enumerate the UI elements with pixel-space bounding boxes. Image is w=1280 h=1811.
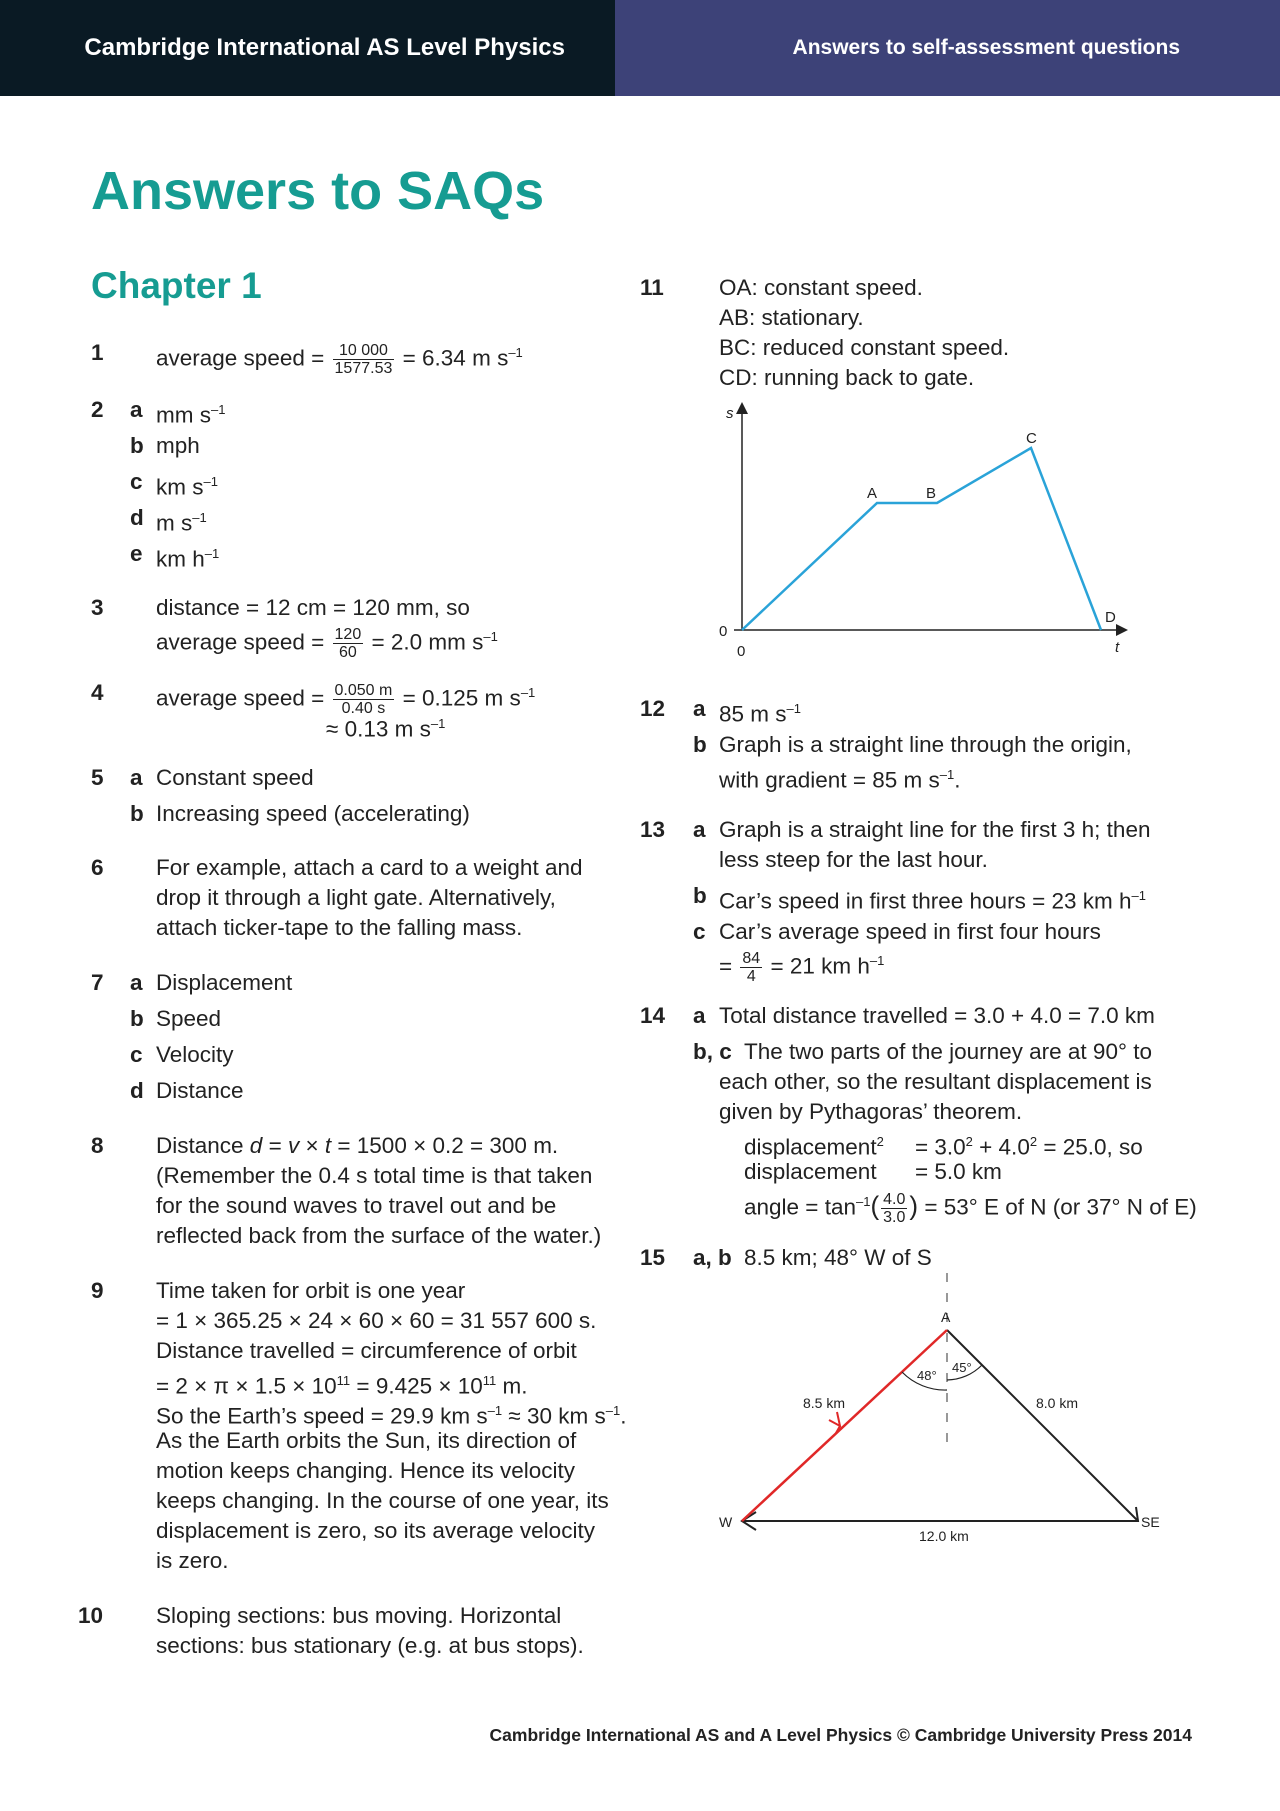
- q14bc-label: b, c: [693, 1039, 732, 1064]
- q7b-label: b: [130, 1006, 144, 1031]
- q11-y-axis-label: s: [726, 405, 734, 422]
- q14a-text: Total distance travelled = 3.0 + 4.0 = 7.0 km: [719, 1003, 1155, 1028]
- q15ab-label: a, b: [693, 1245, 732, 1270]
- q7a-text: Displacement: [156, 970, 293, 995]
- q12a-exp: –1: [786, 701, 801, 716]
- q9-l5e1: –1: [487, 1403, 503, 1418]
- q3-line1: distance = 12 cm = 120 mm, so: [156, 595, 470, 620]
- q8-d: d: [249, 1133, 263, 1158]
- q11-line: BC: reduced constant speed.: [719, 335, 1010, 360]
- q14-number: 14: [640, 1003, 666, 1028]
- q12b-line1: Graph is a straight line through the origin,: [719, 732, 1132, 757]
- q13c-line2: [719, 946, 884, 985]
- q10-line: Sloping sections: bus moving. Horizontal: [156, 1603, 562, 1628]
- q8-eq: =: [262, 1133, 288, 1158]
- q1-post: = 6.34 m s: [402, 345, 509, 371]
- q2-number: 2: [91, 397, 104, 422]
- q9-l5a: So the Earth’s speed = 29.9 km s: [156, 1403, 488, 1429]
- q7b-text: Speed: [156, 1006, 222, 1031]
- q4-exp2: –1: [430, 716, 446, 731]
- q9-number: 9: [91, 1278, 104, 1303]
- q2e-label: e: [130, 541, 143, 566]
- q8-post: = 1500 × 0.2 = 300 m.: [331, 1133, 559, 1158]
- q13b-label: b: [693, 883, 707, 908]
- q13a-line1: Graph is a straight line for the first 3 h; then: [719, 817, 1151, 842]
- q2d-exp: –1: [192, 510, 207, 525]
- q6-line: For example, attach a card to a weight and: [156, 855, 583, 880]
- q11-line: OA: constant speed.: [719, 275, 923, 300]
- q11-point-d: D: [1105, 609, 1116, 626]
- q13c-numerator: 84: [742, 950, 761, 968]
- q2e-exp: –1: [204, 546, 220, 561]
- q8-number: 8: [91, 1133, 104, 1158]
- q11-graph-line: [742, 448, 1101, 630]
- q8-line: for the sound waves to travel out and be: [156, 1193, 557, 1218]
- q12b-end: .: [954, 767, 961, 793]
- q4-exp: –1: [520, 685, 536, 700]
- q7c-text: Velocity: [156, 1042, 234, 1067]
- q14-angle-post: = 53° E of N (or 37° N of E): [924, 1194, 1197, 1220]
- q13c-exp: –1: [869, 953, 885, 968]
- q1-number: 1: [91, 340, 104, 365]
- q10-line: sections: bus stationary (e.g. at bus stops).: [156, 1633, 584, 1658]
- chapter-title: Chapter 1: [91, 265, 262, 306]
- q14-d1e2: 2: [1029, 1134, 1038, 1149]
- q14-disp1: displacement: [744, 1134, 877, 1160]
- q1-denominator: 1577.53: [334, 360, 393, 378]
- q11-line: AB: stationary.: [719, 305, 864, 330]
- q3-post: = 2.0 mm s: [371, 629, 484, 655]
- q15-point-a: A: [941, 1309, 951, 1325]
- q13b-text: [719, 881, 1146, 917]
- q13c-line1: Car’s average speed in first four hours: [719, 919, 1101, 944]
- q9-l5c: .: [620, 1403, 627, 1429]
- q5a-label: a: [130, 765, 143, 790]
- q13b-speed: Car’s speed in first three hours = 23 km h: [719, 888, 1132, 914]
- q6-line: drop it through a light gate. Alternatively,: [156, 885, 556, 910]
- q7c-label: c: [130, 1042, 143, 1067]
- q1-exp: –1: [508, 345, 523, 360]
- q8-line: reflected back from the surface of the water.): [156, 1223, 602, 1248]
- q2c-unit: km s: [156, 474, 204, 500]
- q14-disp1-exp: 2: [876, 1134, 884, 1149]
- q1-numerator: 10 000: [333, 342, 395, 360]
- q2e-unit: km h: [156, 546, 205, 572]
- q14a-label: a: [693, 1003, 706, 1028]
- q4-pre: average speed =: [156, 685, 325, 711]
- q8-times: ×: [299, 1133, 325, 1158]
- q9-line3: Distance travelled = circumference of orbit: [156, 1338, 577, 1363]
- q14-d1e1: 2: [965, 1134, 973, 1149]
- q14-angle-fraction: [881, 1191, 907, 1226]
- q6-number: 6: [91, 855, 104, 880]
- q9-l4e1: 11: [336, 1373, 351, 1388]
- q14-d1b: + 4.0: [972, 1134, 1030, 1160]
- q8-pre: Distance: [156, 1133, 250, 1158]
- q14-angle-pre: angle = tan: [744, 1194, 856, 1220]
- q4-approx: ≈ 0.13 m s: [326, 716, 431, 742]
- q5b-label: b: [130, 801, 144, 826]
- q4-number: 4: [91, 680, 104, 705]
- q8-v: v: [287, 1133, 300, 1158]
- q5a-text: Constant speed: [156, 765, 314, 790]
- q15-resultant-line: [742, 1330, 947, 1521]
- q9-l4c: m.: [496, 1373, 528, 1399]
- page-title: Answers to SAQs: [91, 161, 545, 221]
- q12b-exp: –1: [939, 767, 955, 782]
- q14-angle-denominator: 3.0: [883, 1209, 906, 1227]
- q3-numerator: 120: [334, 626, 362, 644]
- q15-text: 8.5 km; 48° W of S: [744, 1245, 932, 1270]
- q9-line: is zero.: [156, 1548, 229, 1573]
- q4-denominator: 0.40 s: [341, 700, 386, 718]
- q15-angle-left: 48°: [917, 1368, 937, 1383]
- q15-left-side-label: 8.5 km: [803, 1395, 846, 1411]
- q2b-text: mph: [156, 433, 200, 458]
- q11-point-a: A: [867, 485, 878, 502]
- q13a-label: a: [693, 817, 706, 842]
- q2d-unit: m s: [156, 510, 193, 536]
- q12b-gradient: with gradient = 85 m s: [719, 767, 940, 793]
- q3-denominator: 60: [338, 644, 357, 662]
- q9-line1: Time taken for orbit is one year: [156, 1278, 466, 1303]
- q13a-line2: less steep for the last hour.: [719, 847, 988, 872]
- q2a-unit: mm s: [156, 402, 211, 428]
- q1-pre: average speed =: [156, 345, 325, 371]
- q11-point-c: C: [1026, 430, 1037, 447]
- q15-right-side-label: 8.0 km: [1036, 1395, 1079, 1411]
- q9-l4a: = 2 × π × 1.5 × 10: [156, 1373, 337, 1399]
- q15-right-side: [947, 1330, 1138, 1521]
- q7-number: 7: [91, 970, 104, 995]
- q10-number: 10: [78, 1603, 104, 1628]
- q4-post: = 0.125 m s: [402, 685, 521, 711]
- q9-l4b: = 9.425 × 10: [350, 1373, 483, 1399]
- q2a-label: a: [130, 397, 143, 422]
- q2b-label: b: [130, 433, 144, 458]
- q15-number: 15: [640, 1245, 666, 1270]
- q12a-text: [719, 694, 801, 730]
- q13c-denominator: 4: [746, 968, 756, 986]
- q14bc-line1: The two parts of the journey are at 90° to: [744, 1039, 1152, 1064]
- q13c-pre: =: [719, 953, 733, 979]
- q3-number: 3: [91, 595, 104, 620]
- q13-number: 13: [640, 817, 666, 842]
- q14bc-line3: given by Pythagoras’ theorem.: [719, 1099, 1023, 1124]
- q12b-label: b: [693, 732, 707, 757]
- q11-point-b: B: [926, 485, 937, 502]
- q12b-line2: [719, 760, 960, 796]
- q11-line: CD: running back to gate.: [719, 365, 975, 390]
- q14-d1c: = 25.0, so: [1037, 1134, 1143, 1160]
- q7d-label: d: [130, 1078, 144, 1103]
- q7a-label: a: [130, 970, 143, 995]
- q14-disp-label-2: displacement: [744, 1159, 877, 1184]
- q15-point-se: SE: [1141, 1514, 1160, 1530]
- q12-number: 12: [640, 696, 666, 721]
- footer-copyright: Cambridge International AS and A Level Physics © Cambridge University Press 2014: [489, 1725, 1192, 1745]
- q9-l5b: ≈ 30 km s: [502, 1403, 606, 1429]
- q9-l4e2: 11: [482, 1373, 497, 1388]
- q2a-exp: –1: [211, 402, 226, 417]
- q8-t: t: [324, 1133, 332, 1158]
- q12a-label: a: [693, 696, 706, 721]
- q11-origin-x: 0: [737, 643, 746, 660]
- q2d-label: d: [130, 505, 144, 530]
- q12a-unit: 85 m s: [719, 701, 787, 727]
- q15-angle-right: 45°: [952, 1360, 972, 1375]
- q2c-exp: –1: [203, 474, 218, 489]
- q14-d1a: = 3.0: [915, 1134, 966, 1160]
- q14-angle-exp: –1: [855, 1194, 871, 1209]
- q11-origin-y: 0: [719, 623, 728, 640]
- header-book-title: Cambridge International AS Level Physics: [0, 0, 615, 96]
- q11-x-axis-label: t: [1115, 639, 1120, 656]
- q3-pre: average speed =: [156, 629, 325, 655]
- q14bc-line2: each other, so the resultant displacement is: [719, 1069, 1152, 1094]
- q9-line2: = 1 × 365.25 × 24 × 60 × 60 = 31 557 600 s.: [156, 1308, 597, 1333]
- q8-line: (Remember the 0.4 s total time is that taken: [156, 1163, 593, 1188]
- q15-resultant-arrowhead: [829, 1412, 840, 1433]
- q2c-label: c: [130, 469, 143, 494]
- q13c-post: = 21 km h: [770, 953, 870, 979]
- q6-line: attach ticker-tape to the falling mass.: [156, 915, 523, 940]
- q13c-fraction: [740, 950, 762, 985]
- q3-exp: –1: [483, 629, 498, 644]
- q11-number: 11: [640, 275, 664, 300]
- q9-l5e2: –1: [605, 1403, 621, 1418]
- header-section-title: Answers to self-assessment questions: [615, 0, 1280, 96]
- q5-number: 5: [91, 765, 104, 790]
- q14-angle-numerator: 4.0: [883, 1191, 906, 1209]
- q13b-exp: –1: [1131, 888, 1146, 903]
- q5b-text: Increasing speed (accelerating): [156, 801, 470, 826]
- q9-line: keeps changing. In the course of one year, its: [156, 1488, 609, 1513]
- q13c-label: c: [693, 919, 706, 944]
- q14-angle-line: angle = $\tan^{-1}$( $\frac{4.0}{3.0}$ ) = 53° E of N (or 37° N of E): [744, 1190, 1197, 1227]
- q14-disp-value-2: = 5.0 km: [915, 1159, 1002, 1184]
- q4-numerator: 0.050 m: [334, 682, 393, 700]
- q9-line: As the Earth orbits the Sun, its direction of: [156, 1428, 577, 1453]
- q15-point-w: W: [719, 1514, 733, 1530]
- q9-line: displacement is zero, so its average velocity: [156, 1518, 595, 1543]
- q9-line: motion keeps changing. Hence its velocity: [156, 1458, 575, 1483]
- q15-base-label: 12.0 km: [919, 1528, 969, 1544]
- q7d-text: Distance: [156, 1078, 244, 1103]
